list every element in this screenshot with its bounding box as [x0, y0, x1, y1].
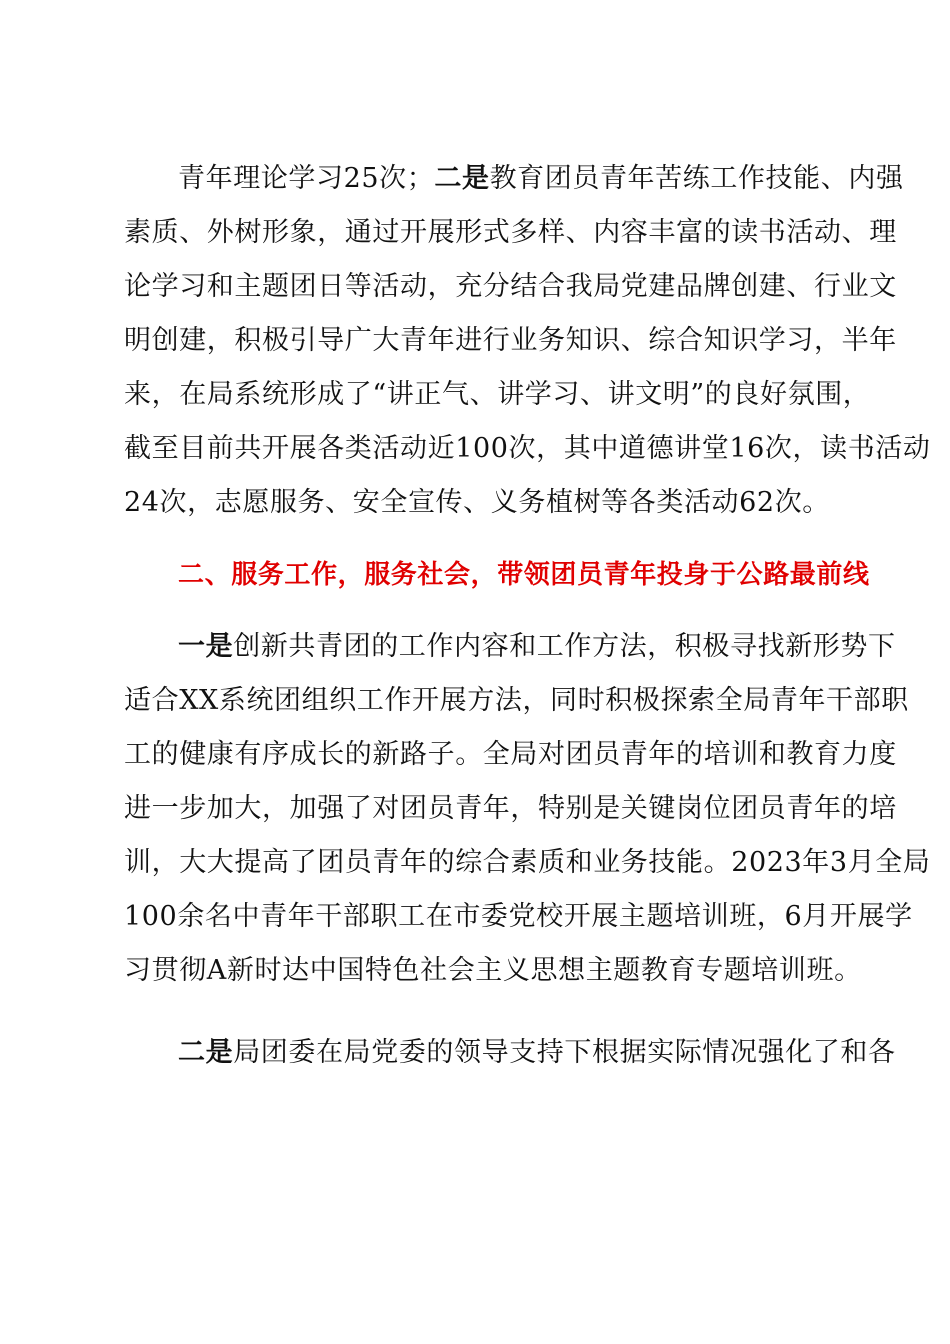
- paragraph-study-activities: [124, 152, 931, 530]
- document-body: [124, 152, 931, 1080]
- spacer: [124, 998, 848, 1026]
- text-line: 进一步加大，加强了对团员青年，特别是关键岗位团员青年的培: [124, 793, 897, 824]
- text-line: 来，在局系统形成了“讲正气、讲学习、讲文明”的良好氛围，: [124, 379, 871, 410]
- paragraph-youth-committee: [124, 1026, 896, 1080]
- text-line: 明创建，积极引导广大青年进行业务知识、综合知识学习，半年: [124, 325, 897, 356]
- text-line: [124, 620, 896, 674]
- bold-lead-text: 二是: [178, 1037, 234, 1068]
- section-heading: 二、服务工作，服务社会，带领团员青年投身于公路最前线: [178, 560, 870, 590]
- text-line: 100余名中青年干部职工在市委党校开展主题培训班，6月开展学: [124, 901, 913, 932]
- text-line: 工的健康有序成长的新路子。全局对团员青年的培训和教育力度: [124, 739, 897, 770]
- paragraph-work-methods: [124, 620, 931, 998]
- text-line: [124, 1026, 896, 1080]
- text-run: 创新共青团的工作内容和工作方法，积极寻找新形势下: [233, 631, 896, 662]
- text-line: 适合XX系统团组织工作开展方法，同时积极探索全局青年干部职: [124, 685, 909, 716]
- text-run: 教育团员青年苦练工作技能、内强: [489, 163, 904, 194]
- text-line: 24次，志愿服务、安全宣传、义务植树等各类活动62次。: [124, 487, 830, 518]
- text-run: 青年理论学习25次；: [178, 163, 435, 194]
- text-line: 习贯彻A新时达中国特色社会主义思想主题教育专题培训班。: [124, 955, 862, 986]
- text-line: 论学习和主题团日等活动，充分结合我局党建品牌创建、行业文: [124, 271, 897, 302]
- text-line: 训，大大提高了团员青年的综合素质和业务技能。2023年3月全局: [124, 847, 931, 878]
- bold-lead-text: 二是: [434, 163, 490, 194]
- bold-lead-text: 一是: [178, 631, 234, 662]
- text-run: 局团委在局党委的领导支持下根据实际情况强化了和各: [233, 1037, 896, 1068]
- spacer: [124, 602, 848, 620]
- text-line: 截至目前共开展各类活动近100次，其中道德讲堂16次，读书活动: [124, 433, 931, 464]
- text-line: [124, 152, 904, 206]
- spacer: [124, 530, 848, 548]
- text-line: 素质、外树形象，通过开展形式多样、内容丰富的读书活动、理: [124, 217, 897, 248]
